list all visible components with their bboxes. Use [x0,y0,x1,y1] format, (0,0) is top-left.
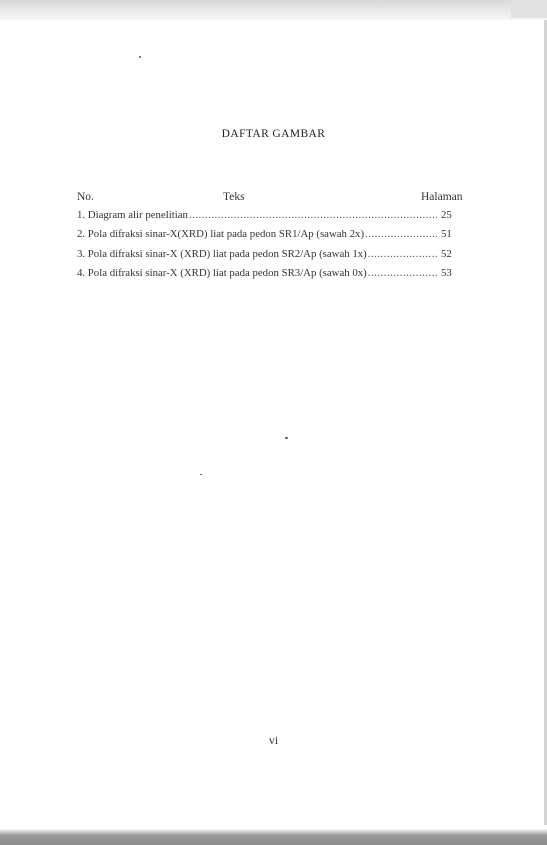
dot-leader [368,267,437,279]
figure-page-number: 25 [441,209,452,221]
figure-title: 1. Diagram alir penelitian [77,209,188,221]
figure-title: 3. Pola difraksi sinar-X (XRD) liat pada pedon SR2/Ap (sawah 1x) [77,247,367,260]
column-header-page: Halaman [421,191,463,203]
scan-speck [285,437,288,439]
column-header-text: Teks [223,191,245,203]
figure-page-number: 53 [441,266,452,279]
dot-leader [368,248,437,260]
figure-list [77,209,457,286]
figure-page-number: 52 [441,247,452,260]
column-header-number: No. [77,191,94,203]
scan-top-tab [511,0,547,18]
figure-page-number: 51 [441,228,452,241]
scan-top-border [0,0,547,20]
figure-title: 2. Pola difraksi sinar-X(XRD) liat pada pedon SR1/Ap (sawah 2x) [77,228,365,241]
page-number: vi [268,733,279,747]
page-title: DAFTAR GAMBAR [221,128,326,140]
scan-speck [200,474,202,475]
list-item [77,267,457,286]
dot-leader [189,209,437,221]
list-item [77,248,457,267]
scan-speck [139,56,141,58]
figure-title: 4. Pola difraksi sinar-X (XRD) liat pada pedon SR3/Ap (sawah 0x) [77,266,367,279]
dot-leader [365,228,437,240]
scan-bottom-border [0,829,547,845]
list-item [77,209,457,228]
list-item [77,228,457,247]
